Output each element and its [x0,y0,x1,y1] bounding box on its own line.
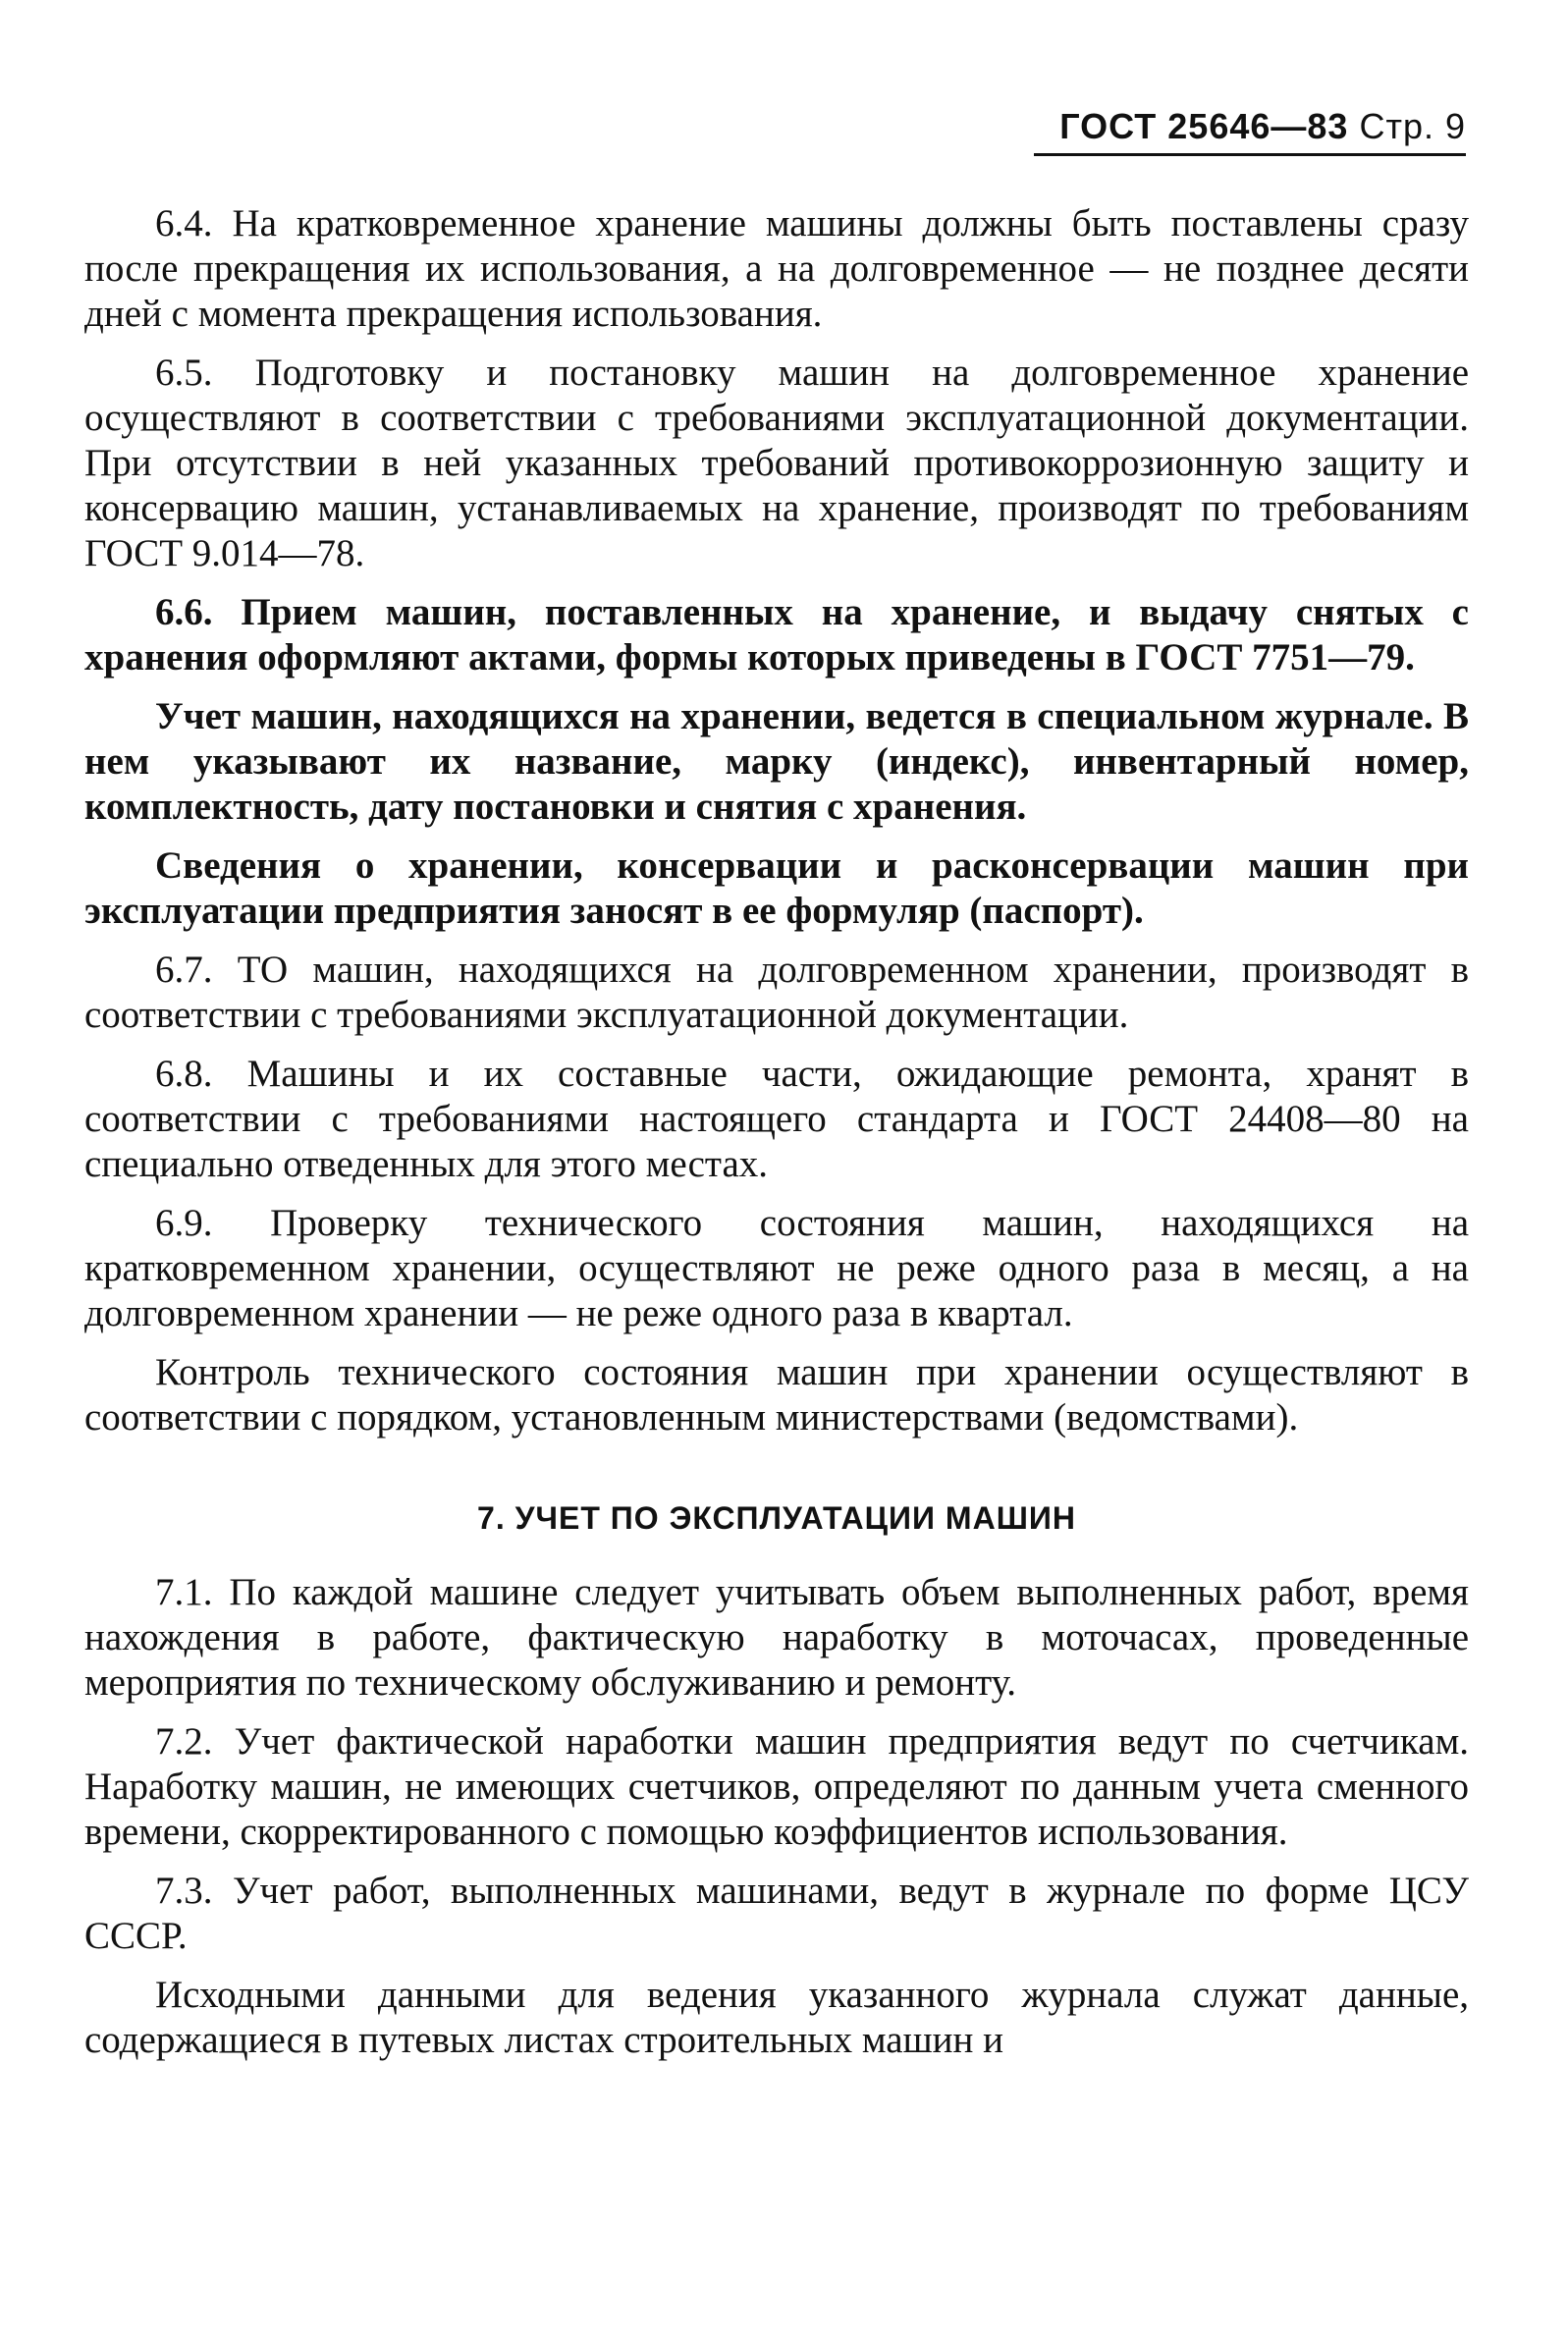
page-number: Стр. 9 [1359,106,1466,146]
paragraph-control: Контроль технического состояния машин при хранении осуществляют в соответствии с порядком, установленным министерствами (ведомствами). [84,1351,1469,1439]
section-7-title: 7. УЧЕТ ПО ЭКСПЛУАТАЦИИ МАШИН [477,1500,1076,1536]
paragraph-storage-journal: Учет машин, находящихся на хранении, ведется в специальном журнале. В нем указывают их название, марку (индекс), инвентарный номер, комплектность, дату постановки и снятия с хранения. [84,695,1469,828]
paragraph-source-data: Исходными данными для ведения указанного журнала служат данные, содержащиеся в путевых листах строительных машин и [84,1974,1469,2061]
paragraph-6-4: 6.4. На кратковременное хранение машины должны быть поставлены сразу после прекращения их использования, а на долговременное — не позднее десяти дней с момента прекращения использования. [84,202,1469,335]
paragraph-6-9: 6.9. Проверку технического состояния машин, находящихся на кратковременном хранении, осуществляют не реже одного раза в месяц, а на долговременном хранении — не реже одного раза в квартал. [84,1202,1469,1334]
document-body [84,201,1469,2077]
paragraph-7-3: 7.3. Учет работ, выполненных машинами, ведут в журнале по форме ЦСУ СССР. [84,1870,1469,1957]
paragraph-6-8: 6.8. Машины и их составные части, ожидающие ремонта, хранят в соответствии с требованиями настоящего стандарта и ГОСТ 24408—80 на специально отведенных для этого местах. [84,1053,1469,1185]
paragraph-7-2: 7.2. Учет фактической наработки машин предприятия ведут по счетчикам. Наработку машин, не имеющих счетчиков, определяют по данным учета сменного времени, скорректированного с помощью коэффициентов использования. [84,1720,1469,1853]
paragraph-6-5: 6.5. Подготовку и постановку машин на долговременное хранение осуществляют в соответствии с требованиями эксплуатационной документации. При отсутствии в ней указанных требований противокоррозионную защиту и консервацию машин, устанавливаемых на хранение, производят по требованиям ГОСТ 9.014—78. [84,352,1469,574]
page-header [1034,106,1466,156]
paragraph-7-1: 7.1. По каждой машине следует учитывать объем выполненных работ, время нахождения в работе, фактическую наработку в моточасах, проведенные мероприятия по техническому обслуживанию и ремонту. [84,1571,1469,1704]
paragraph-storage-info: Сведения о хранении, консервации и расконсервации машин при эксплуатации предприятия заносят в ее формуляр (паспорт). [84,844,1469,932]
paragraph-6-6: 6.6. Прием машин, поставленных на хранение, и выдачу снятых с хранения оформляют актами, формы которых приведены в ГОСТ 7751—79. [84,591,1469,679]
document-id: ГОСТ 25646—83 [1059,106,1349,146]
paragraph-6-7: 6.7. ТО машин, находящихся на долговременном хранении, производят в соответствии с требованиями эксплуатационной документации. [84,949,1469,1036]
